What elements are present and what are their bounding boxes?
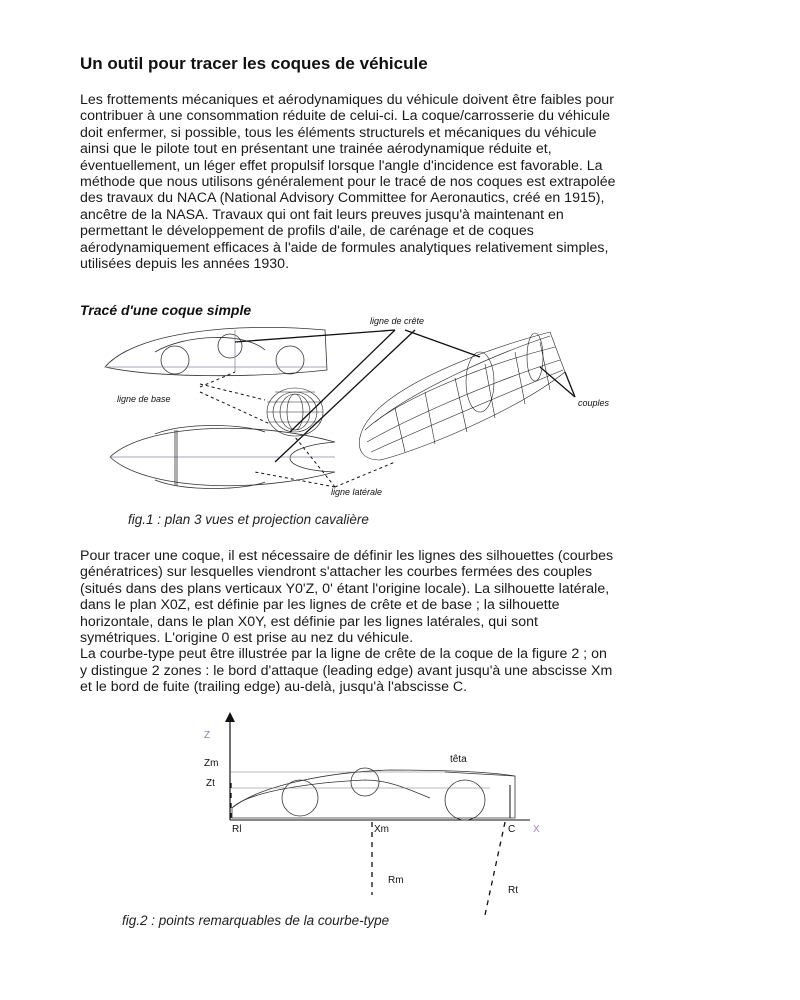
top-view-drawing (110, 426, 335, 489)
body-line: La courbe-type peut être illustrée par la ligne de crête de la coque de la figure 2 ; on (80, 646, 607, 663)
figure-1-caption: fig.1 : plan 3 vues et projection cavalière (128, 512, 369, 527)
front-view-mesh (267, 388, 323, 436)
document-title: Un outil pour tracer les coques de véhicule (80, 54, 428, 73)
body-line: symétriques. L'origine 0 est prise au nez du véhicule. (80, 630, 414, 647)
label-x: X (533, 824, 540, 835)
label-rt: Rt (508, 885, 518, 896)
intro-line: ancêtre de la NASA. Travaux qui ont fait leurs preuves jusqu'à maintenant en (80, 206, 564, 223)
label-zt: Zt (206, 778, 215, 789)
z-axis-arrow (225, 712, 235, 722)
label-zm: Zm (204, 758, 219, 769)
figure-1-three-views (95, 312, 655, 502)
body-line: horizontale, dans le plan X0Y, est définie par les lignes latérales, qui sont (80, 613, 538, 630)
intro-line: utilisées depuis les années 1930. (80, 256, 290, 273)
section-title: Tracé d'une coque simple (80, 302, 252, 318)
label-z: Z (204, 730, 211, 741)
intro-line: des travaux du NACA (National Advisory Committee for Aeronautics, créé en 1915), (80, 190, 605, 207)
label-rl: Rl (232, 824, 242, 835)
figure-2-caption: fig.2 : points remarquables de la courbe-type (122, 913, 390, 928)
annotation-lines (235, 330, 575, 462)
label-ligne-de-crete: ligne de crête (370, 316, 425, 326)
vehicle-profile (230, 768, 515, 820)
label-teta: têta (450, 754, 467, 765)
body-paragraph (80, 548, 690, 696)
intro-line: méthode que nous utilisons généralement pour le tracé de nos coques est extrapolée (80, 174, 616, 191)
label-xm: Xm (374, 824, 389, 835)
side-view-drawing (105, 327, 327, 375)
body-line: dans le plan X0Z, est définie par les lignes de crête et de base ; la silhouette (80, 597, 560, 614)
intro-line: contribuer à une consommation réduite de celui-ci. La coque/carrosserie du véhicule (80, 108, 610, 125)
intro-line: permettant le développement de profils d'aile, de carénage et de coques (80, 223, 534, 240)
label-couples: couples (578, 398, 610, 408)
label-ligne-de-base: ligne de base (117, 394, 171, 404)
intro-line: Les frottements mécaniques et aérodynamiques du véhicule doivent être faibles pour (80, 92, 614, 108)
intro-paragraph (80, 92, 680, 272)
label-c: C (508, 824, 516, 835)
figure-2-curve-diagram (190, 710, 570, 920)
intro-line: doit enfermer, si possible, tous les éléments structurels et mécaniques du véhicule (80, 124, 597, 141)
label-ligne-laterale: ligne latérale (331, 487, 383, 497)
body-line: (situés dans des plans verticaux Y0'Z, 0' étant l'origine locale). La silhouette latérale, (80, 580, 610, 597)
intro-line: aérodynamiquement efficaces à l'aide de formules analytiques relativement simples, (80, 239, 609, 256)
intro-line: éventuellement, un léger effet propulsif lorsque l'angle d'incidence est favorable. La (80, 157, 603, 174)
body-line: et le bord de fuite (trailing edge) au-delà, jusqu'à l'abscisse C. (80, 679, 468, 696)
dashed-references (231, 780, 505, 915)
label-rm: Rm (388, 875, 404, 886)
body-line: génératrices) sur lesquelles viendront s'attacher les courbes fermées des couples (80, 564, 593, 581)
body-line: Pour tracer une coque, il est nécessaire de définir les lignes des silhouettes (courbes (80, 548, 614, 564)
body-line: y distingue 2 zones : le bord d'attaque (leading edge) avant jusqu'à une abscisse Xm (80, 662, 613, 679)
intro-line: ainsi que le pilote tout en présentant une trainée aérodynamique réduite et, (80, 141, 552, 158)
